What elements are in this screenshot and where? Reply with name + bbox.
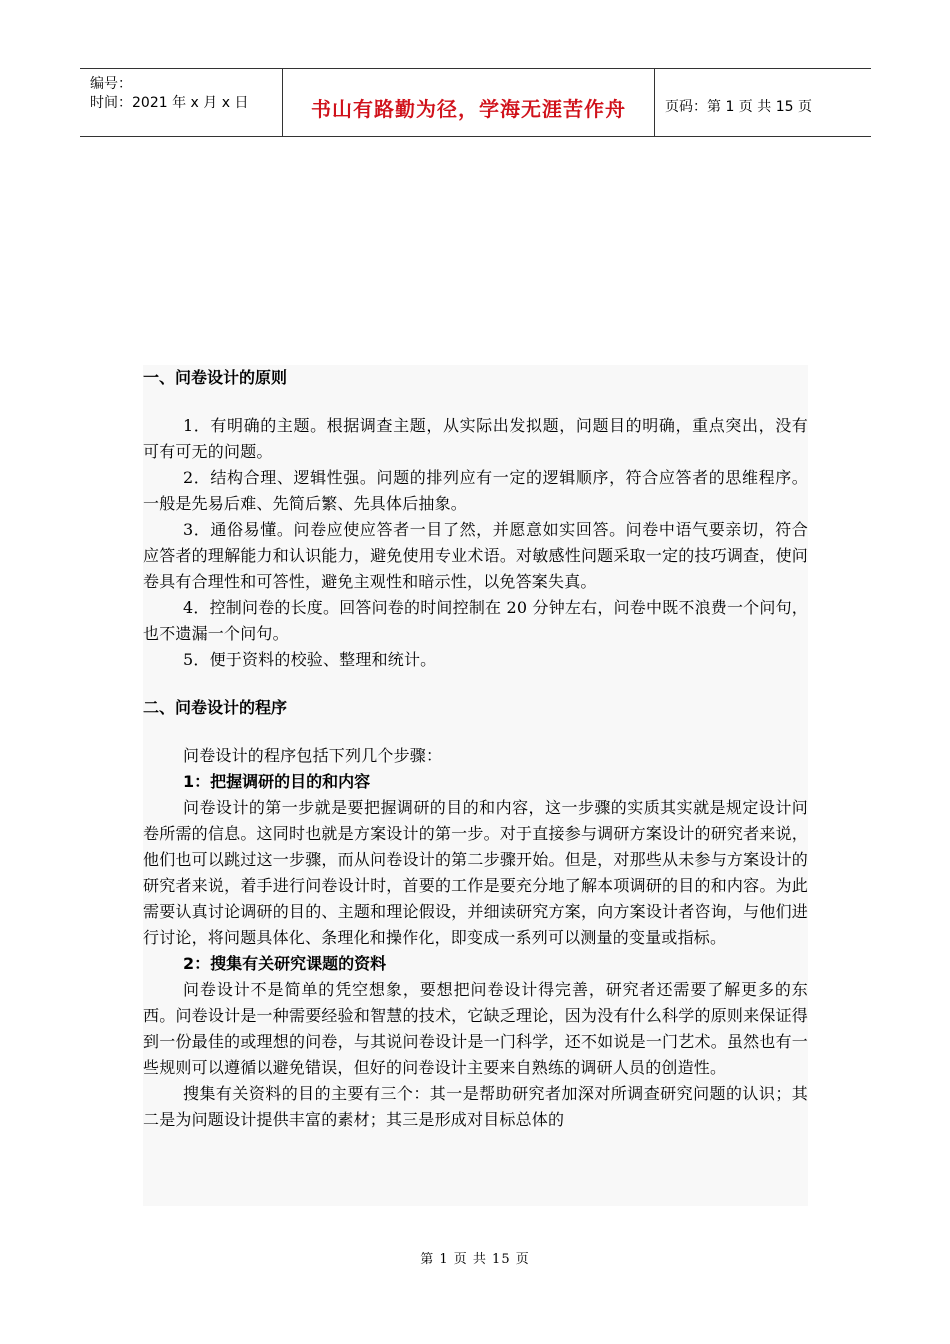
principle-1: 1．有明确的主题。根据调查主题，从实际出发拟题，问题目的明确，重点突出，没有可有可无的问题。 (143, 416, 808, 461)
page-footer: 第 1 页 共 15 页 (420, 1252, 530, 1267)
header-table (80, 68, 871, 137)
step-1-text: 问卷设计的第一步就是要把握调研的目的和内容，这一步骤的实质其实就是规定设计问卷所需的信息。这同时也就是方案设计的第一步。对于直接参与调研方案设计的研究者来说，他们也可以跳过这一步骤，而从问卷设计的第二步骤开始。但是，对那些从未参与方案设计的研究者来说，着手进行问卷设计时，首要的工作是要充分地了解本项调研的目的和内容。为此需要认真讨论调研的目的、主题和理论假设，并细读研究方案，向方案设计者咨询，与他们进行讨论，将问题具体化、条理化和操作化，即变成一系列可以测量的变量或指标。 (143, 798, 808, 947)
principle-5: 5．便于资料的校验、整理和统计。 (183, 650, 437, 669)
header-left-cell (80, 69, 282, 136)
step-1-heading: 1：把握调研的目的和内容 (183, 772, 371, 791)
principle-2: 2．结构合理、逻辑性强。问题的排列应有一定的逻辑顺序，符合应答者的思维程序。一般是先易后难、先简后繁、先具体后抽象。 (143, 468, 808, 513)
section-2-intro: 问卷设计的程序包括下列几个步骤： (183, 746, 443, 765)
page-info: 页码：第 1 页 共 15 页 (665, 99, 812, 115)
document-body (143, 365, 808, 1206)
principle-3: 3．通俗易懂。问卷应使应答者一目了然，并愿意如实回答。问卷中语气要亲切，符合应答者的理解能力和认识能力，避免使用专业术语。对敏感性问题采取一定的技巧调查，使问卷具有合理性和可答性，避免主观性和暗示性，以免答案失真。 (143, 520, 808, 591)
number-label: 编号： (90, 76, 132, 92)
date-label: 时间：2021 年 x 月 x 日 (90, 95, 249, 111)
motto: 书山有路勤为径，学海无涯苦作舟 (311, 97, 626, 121)
header-right-cell (655, 69, 871, 136)
step-2-heading: 2：搜集有关研究课题的资料 (183, 954, 387, 973)
step-2-text: 问卷设计不是简单的凭空想象，要想把问卷设计得完善，研究者还需要了解更多的东西。问卷设计是一种需要经验和智慧的技术，它缺乏理论，因为没有什么科学的原则来保证得到一份最佳的或理想的问卷，与其说问卷设计是一门科学，还不如说是一门艺术。虽然也有一些规则可以遵循以避免错误，但好的问卷设计主要来自熟练的调研人员的创造性。 (143, 980, 808, 1077)
principle-4: 4．控制问卷的长度。回答问卷的时间控制在 20 分钟左右，问卷中既不浪费一个问句，也不遗漏一个问句。 (143, 598, 808, 643)
header-center-cell (282, 69, 655, 136)
step-2-text-2: 搜集有关资料的目的主要有三个：其一是帮助研究者加深对所调查研究问题的认识；其二是为问题设计提供丰富的素材；其三是形成对目标总体的 (143, 1084, 808, 1129)
section-1-title: 一、问卷设计的原则 (143, 368, 288, 387)
section-2-title: 二、问卷设计的程序 (143, 698, 288, 717)
